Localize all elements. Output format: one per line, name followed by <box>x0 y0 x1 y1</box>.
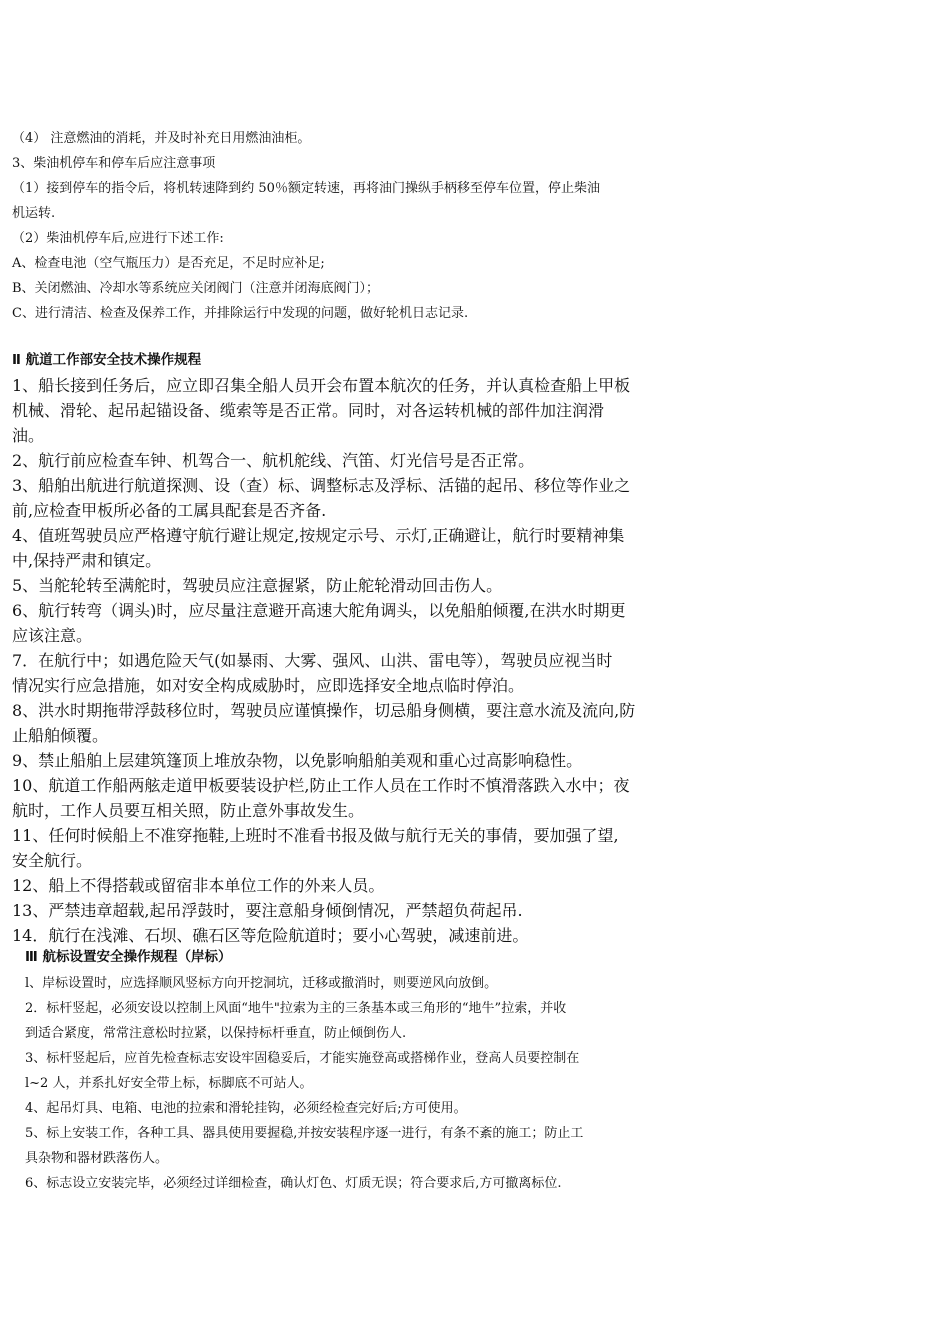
text-line: 13、严禁违章超载,起吊浮鼓时，要注意船身倾倒情况，严禁超负荷起吊. <box>12 901 523 920</box>
text-line: （1）接到停车的指令后，将机转速降到约 50％额定转速，再将油门操纵手柄移至停车位置，停止柴油 <box>12 181 600 196</box>
text-line: l~2 人，并系扎好安全带上标，标脚底不可站人。 <box>25 1076 313 1091</box>
text-line: （4） 注意燃油的消耗，并及时补充日用燃油油柜。 <box>12 131 311 146</box>
text-line: 5、标上安装工作，各种工具、器具使用要握稳,并按安装程序逐一进行，有条不紊的施工；防止工 <box>25 1126 584 1141</box>
text-line: 具杂物和器材跌落伤人。 <box>25 1151 169 1166</box>
text-line: 5、当舵轮转至满舵时，驾驶员应注意握紧，防止舵轮滑动回击伤人。 <box>12 576 503 595</box>
text-line: 前,应检查甲板所必备的工属具配套是否齐备. <box>12 501 327 520</box>
text-line: 安全航行。 <box>12 851 93 870</box>
section-heading-beacon: Ⅲ 航标设置安全操作规程（岸标） <box>25 949 232 965</box>
text-line: 到适合紧度，常常注意松时拉紧，以保持标杆垂直，防止倾倒伤人. <box>25 1026 407 1041</box>
text-line: 1、船长接到任务后，应立即召集全船人员开会布置本航次的任务，并认真检查船上甲板 <box>12 376 631 395</box>
text-line: 3、柴油机停车和停车后应注意事项 <box>12 156 216 171</box>
text-line: 11、任何时候船上不准穿拖鞋,上班时不准看书报及做与航行无关的事倩，要加强了望, <box>12 826 619 845</box>
diesel-stop-section <box>12 126 672 326</box>
section-heading-waterway: Ⅱ 航道工作部安全技术操作规程 <box>12 352 202 368</box>
text-line: A、检查电池（空气瓶压力）是否充足，不足时应补足; <box>12 256 325 271</box>
text-line: 2．标杆竖起，必须安设以控制上风面“地牛"拉索为主的三条基本或三角形的“地牛”拉索，并收 <box>25 1001 567 1016</box>
text-line: 8、洪水时期拖带浮鼓移位时，驾驶员应谨慎操作，切忌船身侧横，要注意水流及流向,防 <box>12 701 636 720</box>
text-line: 中,保持严肃和镇定。 <box>12 551 162 570</box>
text-line: 4、值班驾驶员应严格遵守航行避让规定,按规定示号、示灯,正确避让，航行时要精神集 <box>12 526 625 545</box>
text-line: 7．在航行中；如遇危险天气(如暴雨、大雾、强风、山洪、雷电等），驾驶员应视当时 <box>12 651 613 670</box>
text-line: 情况实行应急措施，如对安全构成威胁时，应即选择安全地点临时停泊。 <box>12 676 525 695</box>
text-line: 航时，工作人员要互相关照，防止意外事故发生。 <box>12 801 365 820</box>
text-line: 油。 <box>12 426 45 445</box>
text-line: 12、船上不得搭载或留宿非本单位工作的外来人员。 <box>12 876 385 895</box>
text-line: 3、船舶出航进行航道探测、设（查）标、调整标志及浮标、活锚的起吊、移位等作业之 <box>12 476 631 495</box>
text-line: 9、禁止船舶上层建筑篷顶上堆放杂物，以免影响船舶美观和重心过高影响稳性。 <box>12 751 583 770</box>
text-line: （2）柴油机停车后,应进行下述工作: <box>12 231 224 246</box>
text-line: 6、航行转弯（调头)时，应尽量注意避开高速大舵角调头，以免船舶倾覆,在洪水时期更 <box>12 601 626 620</box>
text-line: 10、航道工作船两舷走道甲板要装设护栏,防止工作人员在工作时不慎滑落跌入水中；夜 <box>12 776 630 795</box>
text-line: 4、起吊灯具、电箱、电池的拉索和滑轮挂钩，必须经检查完好后;方可使用。 <box>25 1101 467 1116</box>
text-line: B、关闭燃油、冷却水等系统应关闭阀门（注意并闭海底阀门）； <box>12 281 380 296</box>
text-line: 14．航行在浅滩、石坝、礁石区等危险航道时；要小心驾驶，减速前进。 <box>12 926 529 945</box>
text-line: C、进行清洁、检查及保养工作，并排除运行中发现的问题，做好轮机日志记录. <box>12 306 469 321</box>
text-line: 机运转. <box>12 206 56 221</box>
waterway-rules-section <box>12 373 672 948</box>
text-line: 6、标志设立安装完毕，必须经过详细检查，确认灯色、灯质无误；符合要求后,方可撤离标位. <box>25 1176 562 1191</box>
text-line: 3、标杆竖起后，应首先检查标志安设牢固稳妥后，才能实施登高或搭梯作业，登高人员要控制在 <box>25 1051 580 1066</box>
text-line: 机械、滑轮、起吊起锚设备、缆索等是否正常。同时，对各运转机械的部件加注润滑 <box>12 401 605 420</box>
text-line: 止船舶倾覆。 <box>12 726 109 745</box>
text-line: 2、航行前应检查车钟、机驾合一、航机舵线、汽笛、灯光信号是否正常。 <box>12 451 535 470</box>
text-line: l、岸标设置时，应选择顺风竖标方向开挖洞坑，迁移或撤消时，则要逆风向放倒。 <box>25 976 498 991</box>
text-line: 应该注意。 <box>12 626 93 645</box>
beacon-rules-section <box>25 971 665 1196</box>
